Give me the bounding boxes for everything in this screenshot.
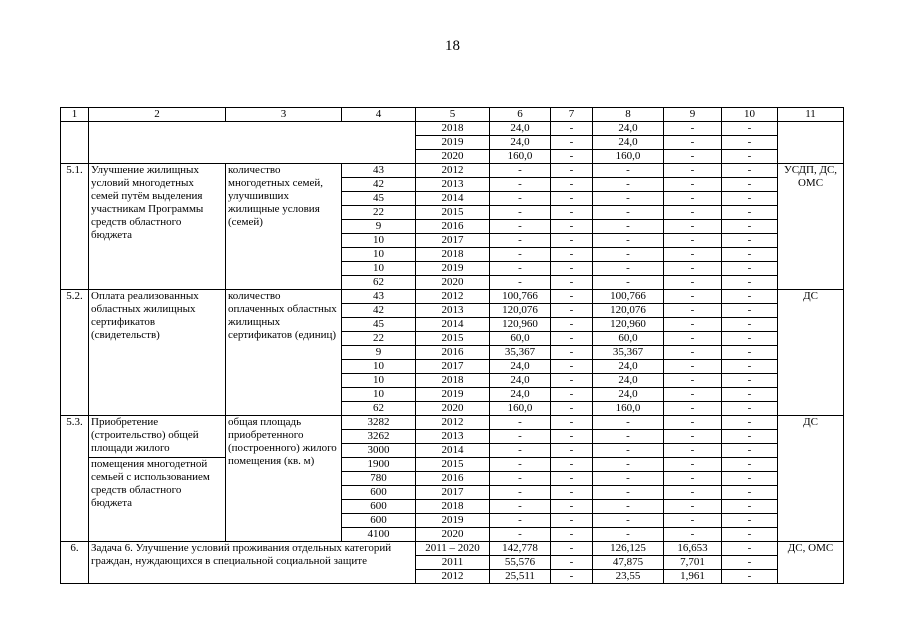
regional-cell: 35,367 bbox=[593, 346, 664, 360]
local-cell: - bbox=[664, 430, 722, 444]
year-cell: 2019 bbox=[416, 514, 490, 528]
total-cell: 55,576 bbox=[490, 556, 551, 570]
federal-cell: - bbox=[551, 192, 593, 206]
table-row bbox=[61, 458, 844, 472]
year-cell: 2019 bbox=[416, 262, 490, 276]
other-cell: - bbox=[722, 416, 778, 430]
other-cell: - bbox=[722, 570, 778, 584]
header-cell: 9 bbox=[664, 108, 722, 122]
federal-cell: - bbox=[551, 388, 593, 402]
regional-cell: - bbox=[593, 178, 664, 192]
target-cell: 45 bbox=[342, 318, 416, 332]
other-cell: - bbox=[722, 318, 778, 332]
regional-cell: 160,0 bbox=[593, 402, 664, 416]
other-cell: - bbox=[722, 528, 778, 542]
year-cell: 2020 bbox=[416, 276, 490, 290]
cont-num-cell bbox=[61, 122, 89, 164]
regional-cell: - bbox=[593, 500, 664, 514]
target-cell: 600 bbox=[342, 514, 416, 528]
regional-cell: - bbox=[593, 262, 664, 276]
regional-cell: - bbox=[593, 472, 664, 486]
local-cell: 7,701 bbox=[664, 556, 722, 570]
year-cell: 2012 bbox=[416, 416, 490, 430]
federal-cell: - bbox=[551, 178, 593, 192]
local-cell: - bbox=[664, 360, 722, 374]
local-cell: - bbox=[664, 178, 722, 192]
regional-cell: 160,0 bbox=[593, 150, 664, 164]
regional-cell: 23,55 bbox=[593, 570, 664, 584]
other-cell: - bbox=[722, 374, 778, 388]
year-cell: 2016 bbox=[416, 220, 490, 234]
target-cell: 3262 bbox=[342, 430, 416, 444]
target-cell: 4100 bbox=[342, 528, 416, 542]
total-cell: 142,778 bbox=[490, 542, 551, 556]
target-cell: 43 bbox=[342, 164, 416, 178]
other-cell: - bbox=[722, 178, 778, 192]
total-cell: - bbox=[490, 192, 551, 206]
federal-cell: - bbox=[551, 220, 593, 234]
federal-cell: - bbox=[551, 276, 593, 290]
other-cell: - bbox=[722, 248, 778, 262]
table-row bbox=[61, 416, 844, 430]
regional-cell: 100,766 bbox=[593, 290, 664, 304]
target-cell: 9 bbox=[342, 346, 416, 360]
header-cell: 7 bbox=[551, 108, 593, 122]
table-row bbox=[61, 542, 844, 556]
regional-cell: - bbox=[593, 164, 664, 178]
local-cell: - bbox=[664, 136, 722, 150]
regional-cell: - bbox=[593, 206, 664, 220]
federal-cell: - bbox=[551, 122, 593, 136]
year-cell: 2015 bbox=[416, 458, 490, 472]
regional-cell: - bbox=[593, 444, 664, 458]
header-cell: 10 bbox=[722, 108, 778, 122]
total-cell: - bbox=[490, 276, 551, 290]
other-cell: - bbox=[722, 444, 778, 458]
local-cell: - bbox=[664, 500, 722, 514]
item-executor: УСДП, ДС, ОМС bbox=[778, 164, 844, 290]
regional-cell: 126,125 bbox=[593, 542, 664, 556]
other-cell: - bbox=[722, 542, 778, 556]
other-cell: - bbox=[722, 514, 778, 528]
other-cell: - bbox=[722, 500, 778, 514]
target-cell: 43 bbox=[342, 290, 416, 304]
year-cell: 2013 bbox=[416, 178, 490, 192]
year-cell: 2014 bbox=[416, 192, 490, 206]
local-cell: 1,961 bbox=[664, 570, 722, 584]
total-cell: 24,0 bbox=[490, 136, 551, 150]
target-cell: 10 bbox=[342, 234, 416, 248]
total-cell: 120,076 bbox=[490, 304, 551, 318]
federal-cell: - bbox=[551, 136, 593, 150]
local-cell: - bbox=[664, 150, 722, 164]
year-cell: 2013 bbox=[416, 304, 490, 318]
regional-cell: 24,0 bbox=[593, 374, 664, 388]
target-cell: 1900 bbox=[342, 458, 416, 472]
item-executor: ДС bbox=[778, 416, 844, 542]
table-row bbox=[61, 122, 844, 136]
total-cell: - bbox=[490, 444, 551, 458]
year-cell: 2020 bbox=[416, 528, 490, 542]
regional-cell: 24,0 bbox=[593, 122, 664, 136]
federal-cell: - bbox=[551, 542, 593, 556]
item-number: 5.3. bbox=[61, 416, 89, 542]
regional-cell: 120,076 bbox=[593, 304, 664, 318]
local-cell: - bbox=[664, 206, 722, 220]
header-cell: 3 bbox=[226, 108, 342, 122]
header-cell: 1 bbox=[61, 108, 89, 122]
year-cell: 2012 bbox=[416, 290, 490, 304]
target-cell: 45 bbox=[342, 192, 416, 206]
local-cell: - bbox=[664, 444, 722, 458]
other-cell: - bbox=[722, 136, 778, 150]
year-cell: 2015 bbox=[416, 332, 490, 346]
year-cell: 2017 bbox=[416, 234, 490, 248]
federal-cell: - bbox=[551, 486, 593, 500]
regional-cell: 47,875 bbox=[593, 556, 664, 570]
other-cell: - bbox=[722, 486, 778, 500]
total-cell: - bbox=[490, 220, 551, 234]
other-cell: - bbox=[722, 388, 778, 402]
target-cell: 10 bbox=[342, 248, 416, 262]
total-cell: 160,0 bbox=[490, 150, 551, 164]
other-cell: - bbox=[722, 150, 778, 164]
year-cell: 2012 bbox=[416, 570, 490, 584]
regional-cell: - bbox=[593, 220, 664, 234]
local-cell: - bbox=[664, 374, 722, 388]
other-cell: - bbox=[722, 290, 778, 304]
item-executor: ДС bbox=[778, 290, 844, 416]
regional-cell: - bbox=[593, 192, 664, 206]
local-cell: - bbox=[664, 304, 722, 318]
target-cell: 62 bbox=[342, 402, 416, 416]
local-cell: - bbox=[664, 388, 722, 402]
regional-cell: 24,0 bbox=[593, 388, 664, 402]
total-cell: - bbox=[490, 500, 551, 514]
total-cell: - bbox=[490, 472, 551, 486]
other-cell: - bbox=[722, 556, 778, 570]
year-cell: 2012 bbox=[416, 164, 490, 178]
local-cell: - bbox=[664, 416, 722, 430]
total-cell: 120,960 bbox=[490, 318, 551, 332]
federal-cell: - bbox=[551, 556, 593, 570]
local-cell: - bbox=[664, 164, 722, 178]
year-cell: 2018 bbox=[416, 122, 490, 136]
task-name: Задача 6. Улучшение условий проживания отдельных категорий граждан, нуждающихся в специальной социальной защите bbox=[89, 542, 416, 584]
program-table bbox=[60, 107, 844, 584]
item-number: 5.2. bbox=[61, 290, 89, 416]
year-cell: 2020 bbox=[416, 150, 490, 164]
total-cell: 24,0 bbox=[490, 374, 551, 388]
total-cell: 160,0 bbox=[490, 402, 551, 416]
local-cell: - bbox=[664, 332, 722, 346]
target-cell: 62 bbox=[342, 276, 416, 290]
total-cell: 25,511 bbox=[490, 570, 551, 584]
target-cell: 22 bbox=[342, 332, 416, 346]
other-cell: - bbox=[722, 234, 778, 248]
federal-cell: - bbox=[551, 318, 593, 332]
other-cell: - bbox=[722, 430, 778, 444]
target-cell: 42 bbox=[342, 178, 416, 192]
header-cell: 2 bbox=[89, 108, 226, 122]
year-cell: 2019 bbox=[416, 136, 490, 150]
regional-cell: 24,0 bbox=[593, 360, 664, 374]
federal-cell: - bbox=[551, 206, 593, 220]
other-cell: - bbox=[722, 472, 778, 486]
regional-cell: - bbox=[593, 276, 664, 290]
total-cell: 100,766 bbox=[490, 290, 551, 304]
other-cell: - bbox=[722, 346, 778, 360]
local-cell: - bbox=[664, 472, 722, 486]
regional-cell: - bbox=[593, 514, 664, 528]
federal-cell: - bbox=[551, 458, 593, 472]
target-cell: 10 bbox=[342, 262, 416, 276]
year-cell: 2017 bbox=[416, 486, 490, 500]
year-cell: 2011 – 2020 bbox=[416, 542, 490, 556]
year-cell: 2020 bbox=[416, 402, 490, 416]
regional-cell: - bbox=[593, 458, 664, 472]
other-cell: - bbox=[722, 220, 778, 234]
total-cell: - bbox=[490, 164, 551, 178]
total-cell: - bbox=[490, 458, 551, 472]
target-cell: 42 bbox=[342, 304, 416, 318]
local-cell: - bbox=[664, 528, 722, 542]
local-cell: - bbox=[664, 318, 722, 332]
regional-cell: 24,0 bbox=[593, 136, 664, 150]
local-cell: 16,653 bbox=[664, 542, 722, 556]
total-cell: 24,0 bbox=[490, 388, 551, 402]
regional-cell: - bbox=[593, 486, 664, 500]
total-cell: - bbox=[490, 486, 551, 500]
other-cell: - bbox=[722, 276, 778, 290]
federal-cell: - bbox=[551, 150, 593, 164]
regional-cell: - bbox=[593, 416, 664, 430]
item-name: Улучшение жилищных условий многодетных семей путём выделения участникам Программы средств областного бюджета bbox=[89, 164, 226, 290]
total-cell: 24,0 bbox=[490, 360, 551, 374]
target-cell: 600 bbox=[342, 486, 416, 500]
total-cell: - bbox=[490, 206, 551, 220]
target-cell: 9 bbox=[342, 220, 416, 234]
target-cell: 780 bbox=[342, 472, 416, 486]
year-cell: 2019 bbox=[416, 388, 490, 402]
regional-cell: - bbox=[593, 430, 664, 444]
target-cell: 22 bbox=[342, 206, 416, 220]
local-cell: - bbox=[664, 192, 722, 206]
federal-cell: - bbox=[551, 248, 593, 262]
other-cell: - bbox=[722, 458, 778, 472]
other-cell: - bbox=[722, 402, 778, 416]
year-cell: 2016 bbox=[416, 346, 490, 360]
regional-cell: - bbox=[593, 248, 664, 262]
header-cell: 8 bbox=[593, 108, 664, 122]
year-cell: 2015 bbox=[416, 206, 490, 220]
local-cell: - bbox=[664, 220, 722, 234]
item-name-continued: помещения многодетной семьей с использованием средств областного бюджета bbox=[89, 458, 226, 542]
table-row bbox=[61, 164, 844, 178]
total-cell: 60,0 bbox=[490, 332, 551, 346]
cont-text-cell bbox=[89, 122, 416, 164]
federal-cell: - bbox=[551, 472, 593, 486]
other-cell: - bbox=[722, 192, 778, 206]
item-indicator: количество оплаченных областных жилищных сертификатов (единиц) bbox=[226, 290, 342, 416]
local-cell: - bbox=[664, 486, 722, 500]
total-cell: - bbox=[490, 514, 551, 528]
target-cell: 3000 bbox=[342, 444, 416, 458]
local-cell: - bbox=[664, 122, 722, 136]
header-cell: 5 bbox=[416, 108, 490, 122]
item-name: Оплата реализованных областных жилищных сертификатов (свидетельств) bbox=[89, 290, 226, 416]
year-cell: 2018 bbox=[416, 374, 490, 388]
local-cell: - bbox=[664, 458, 722, 472]
other-cell: - bbox=[722, 122, 778, 136]
year-cell: 2016 bbox=[416, 472, 490, 486]
federal-cell: - bbox=[551, 332, 593, 346]
total-cell: - bbox=[490, 178, 551, 192]
total-cell: - bbox=[490, 430, 551, 444]
local-cell: - bbox=[664, 346, 722, 360]
year-cell: 2011 bbox=[416, 556, 490, 570]
page-number: 18 bbox=[445, 38, 460, 54]
federal-cell: - bbox=[551, 374, 593, 388]
federal-cell: - bbox=[551, 402, 593, 416]
column-number-row bbox=[61, 108, 844, 122]
year-cell: 2013 bbox=[416, 430, 490, 444]
item-name: Приобретение (строительство) общей площади жилого bbox=[89, 416, 226, 458]
target-cell: 10 bbox=[342, 360, 416, 374]
federal-cell: - bbox=[551, 164, 593, 178]
other-cell: - bbox=[722, 262, 778, 276]
federal-cell: - bbox=[551, 430, 593, 444]
header-cell: 4 bbox=[342, 108, 416, 122]
other-cell: - bbox=[722, 360, 778, 374]
federal-cell: - bbox=[551, 262, 593, 276]
regional-cell: 60,0 bbox=[593, 332, 664, 346]
total-cell: - bbox=[490, 528, 551, 542]
item-indicator: количество многодетных семей, улучшивших жилищные условия (семей) bbox=[226, 164, 342, 290]
regional-cell: 120,960 bbox=[593, 318, 664, 332]
federal-cell: - bbox=[551, 500, 593, 514]
other-cell: - bbox=[722, 164, 778, 178]
item-number: 5.1. bbox=[61, 164, 89, 290]
federal-cell: - bbox=[551, 528, 593, 542]
year-cell: 2017 bbox=[416, 360, 490, 374]
other-cell: - bbox=[722, 206, 778, 220]
year-cell: 2018 bbox=[416, 248, 490, 262]
local-cell: - bbox=[664, 234, 722, 248]
federal-cell: - bbox=[551, 234, 593, 248]
table-row bbox=[61, 290, 844, 304]
federal-cell: - bbox=[551, 346, 593, 360]
federal-cell: - bbox=[551, 514, 593, 528]
total-cell: 24,0 bbox=[490, 122, 551, 136]
other-cell: - bbox=[722, 304, 778, 318]
header-cell: 11 bbox=[778, 108, 844, 122]
target-cell: 10 bbox=[342, 388, 416, 402]
local-cell: - bbox=[664, 248, 722, 262]
federal-cell: - bbox=[551, 570, 593, 584]
local-cell: - bbox=[664, 514, 722, 528]
total-cell: 35,367 bbox=[490, 346, 551, 360]
item-indicator: общая площадь приобретенного (построенного) жилого помещения (кв. м) bbox=[226, 416, 342, 542]
local-cell: - bbox=[664, 290, 722, 304]
total-cell: - bbox=[490, 248, 551, 262]
local-cell: - bbox=[664, 276, 722, 290]
year-cell: 2018 bbox=[416, 500, 490, 514]
item-number: 6. bbox=[61, 542, 89, 584]
federal-cell: - bbox=[551, 304, 593, 318]
other-cell: - bbox=[722, 332, 778, 346]
year-cell: 2014 bbox=[416, 444, 490, 458]
regional-cell: - bbox=[593, 528, 664, 542]
federal-cell: - bbox=[551, 416, 593, 430]
regional-cell: - bbox=[593, 234, 664, 248]
local-cell: - bbox=[664, 402, 722, 416]
target-cell: 10 bbox=[342, 374, 416, 388]
header-cell: 6 bbox=[490, 108, 551, 122]
total-cell: - bbox=[490, 234, 551, 248]
year-cell: 2014 bbox=[416, 318, 490, 332]
item-executor: ДС, ОМС bbox=[778, 542, 844, 584]
total-cell: - bbox=[490, 416, 551, 430]
target-cell: 600 bbox=[342, 500, 416, 514]
federal-cell: - bbox=[551, 444, 593, 458]
target-cell: 3282 bbox=[342, 416, 416, 430]
total-cell: - bbox=[490, 262, 551, 276]
local-cell: - bbox=[664, 262, 722, 276]
cont-executor-cell bbox=[778, 122, 844, 164]
federal-cell: - bbox=[551, 360, 593, 374]
federal-cell: - bbox=[551, 290, 593, 304]
